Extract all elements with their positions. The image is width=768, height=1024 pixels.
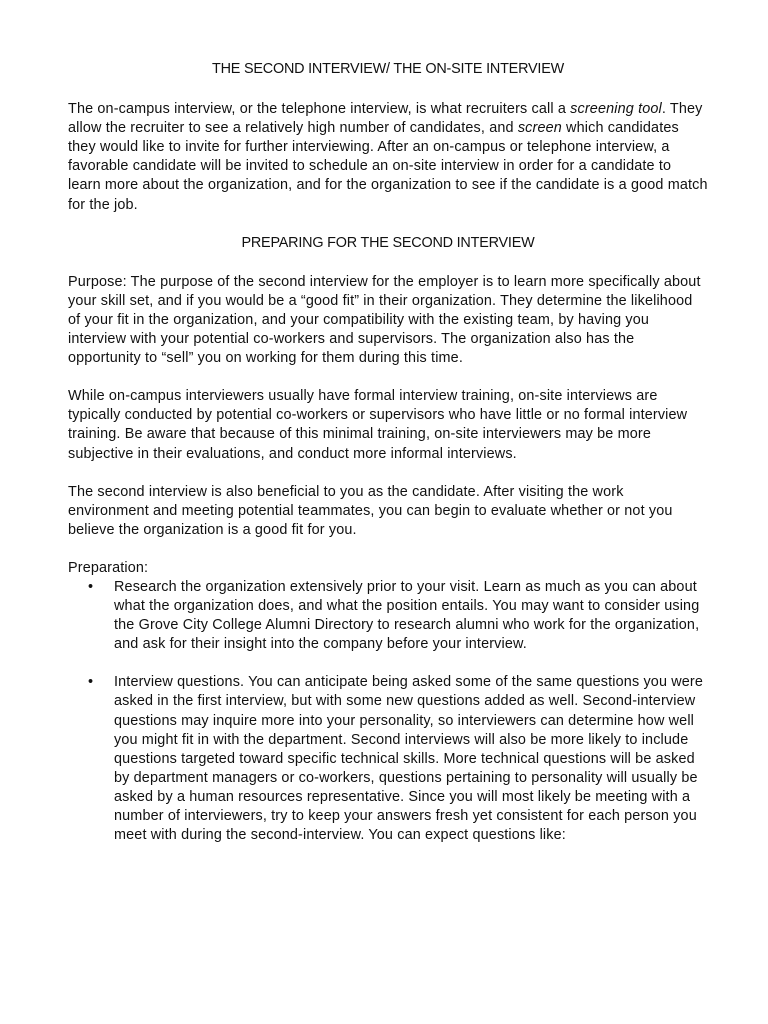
document-page (68, 60, 708, 864)
intro-emphasis-screen: screen (517, 120, 562, 137)
intro-paragraph (68, 100, 708, 215)
bullet-icon: • (88, 578, 94, 595)
list-item-text: Research the organization extensively prior to your visit. Learn as much as you can about what the organization does, and what the position entails. You may want to consider using the Grove City College Alumni Directory to research alumni who work for the organization, and ask for their insight into the company before your interview. (114, 578, 700, 653)
purpose-paragraph: Purpose: The purpose of the second interview for the employer is to learn more specifically about your skill set, and if you would be a “good fit” in their organization. They determine the likelihood of your fit in the organization, and your compatibility with the existing team, by having you interview with your potential co-workers and supervisors. The organization also has the opportunity to “sell” you on working for them during this time. (68, 273, 701, 367)
section-heading: PREPARING FOR THE SECOND INTERVIEW (241, 234, 535, 251)
intro-text-part2: . They allow the recruiter to see a relatively high number of candidates, and (68, 101, 703, 137)
bullet-icon: • (88, 674, 94, 691)
benefit-paragraph: The second interview is also beneficial to you as the candidate. After visiting the work environment and meeting potential teammates, you can begin to evaluate whether or not you believe the organization is a good fit for you. (68, 483, 673, 538)
training-paragraph: While on-campus interviewers usually have formal interview training, on-site interviews are typically conducted by potential co-workers or supervisors who have little or no formal interview training. Be aware that because of this minimal training, on-site interviewers may be more subjective in their evaluations, and conduct more informal interviews. (68, 388, 688, 462)
list-item (68, 673, 708, 845)
list-item-text: Interview questions. You can anticipate being asked some of the same questions you were asked in the first interview, but with some new questions added as well. Second-interview questions may inquire more into your personality, so interviewers can determine how well you might fit in with the department. Second interviews will also be more likely to include questions targeted toward specific technical skills. More technical questions will be asked by department managers or co-workers, questions pertaining to personality will usually be asked by a human resources representative. Since you will most likely be meeting with a number of interviewers, try to keep your answers fresh yet consistent for each person you meet with during the second-interview. You can expect questions like: (114, 674, 704, 844)
preparation-list (68, 578, 708, 845)
document-title: THE SECOND INTERVIEW/ THE ON-SITE INTERVIEW (211, 61, 564, 77)
intro-text-part3: which candidates they would like to invite for further interviewing. After an on-campus or telephone interview, a favorable candidate will be invited to schedule an on-site interview in order for a candidate to learn more about the organization, and for the organization to see if the candidate is a good match for the job. (68, 120, 708, 213)
preparation-label: Preparation: (68, 559, 149, 576)
intro-text-part1: The on-campus interview, or the telephone interview, is what recruiters call a (68, 101, 571, 118)
list-item (68, 578, 708, 654)
intro-emphasis-screening-tool: screening tool (570, 101, 662, 118)
